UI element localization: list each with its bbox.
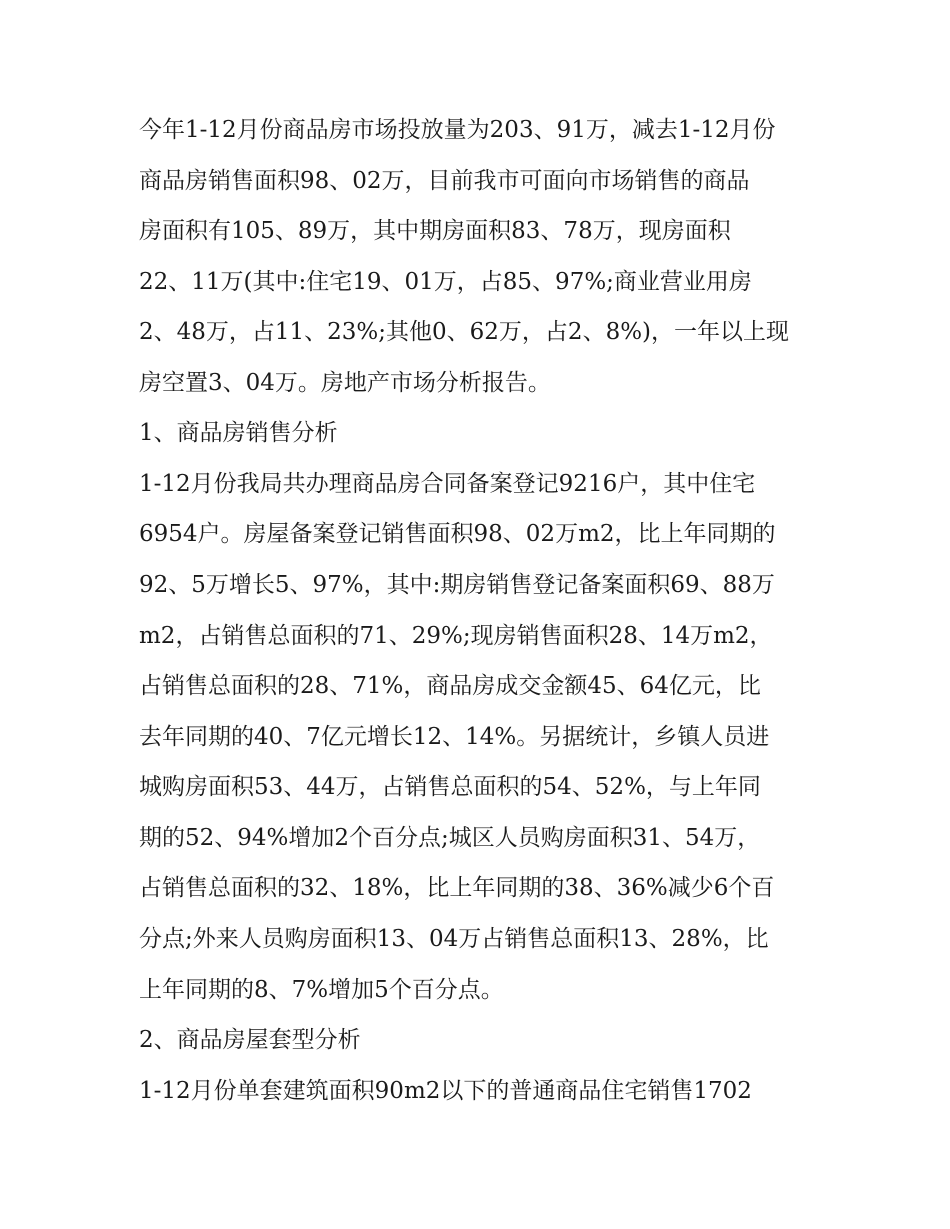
text-line: 上年同期的8、7%增加5个百分点。 <box>139 977 504 1003</box>
text-line: 房空置3、04万。房地产市场分析报告。 <box>139 370 551 396</box>
text-line: 22、11万(其中:住宅19、01万，占85、97%;商业营业用房 <box>139 269 752 295</box>
text-line: 商品房销售面积98、02万，目前我市可面向市场销售的商品 <box>139 168 750 194</box>
text-line: 占销售总面积的32、18%，比上年同期的38、36%减少6个百 <box>139 875 775 901</box>
text-line: m2，占销售总面积的71、29%;现房销售面积28、14万m2， <box>139 623 773 649</box>
text-line: 城购房面积53、44万，占销售总面积的54、52%，与上年同 <box>139 774 761 800</box>
section-heading: 1、商品房销售分析 <box>139 420 338 446</box>
text-line: 6954户。房屋备案登记销售面积98、02万m2，比上年同期的 <box>139 521 776 547</box>
text-line: 1-12月份我局共办理商品房合同备案登记9216户，其中住宅 <box>139 471 756 497</box>
text-line: 1-12月份单套建筑面积90m2以下的普通商品住宅销售1702 <box>139 1078 752 1104</box>
text-line: 去年同期的40、7亿元增长12、14%。另据统计，乡镇人员进 <box>139 724 770 750</box>
section-heading: 2、商品房屋套型分析 <box>139 1027 361 1053</box>
text-line: 房面积有105、89万，其中期房面积83、78万，现房面积 <box>139 218 731 244</box>
text-line: 今年1-12月份商品房市场投放量为203、91万，减去1-12月份 <box>139 117 776 143</box>
text-line: 92、5万增长5、97%，其中:期房销售登记备案面积69、88万 <box>139 572 775 598</box>
text-line: 期的52、94%增加2个百分点;城区人员购房面积31、54万， <box>139 825 761 851</box>
text-line: 2、48万，占11、23%;其他0、62万，占2、8%)，一年以上现 <box>139 319 790 345</box>
text-line: 分点;外来人员购房面积13、04万占销售总面积13、28%，比 <box>139 926 769 952</box>
text-line: 占销售总面积的28、71%，商品房成交金额45、64亿元，比 <box>139 673 761 699</box>
